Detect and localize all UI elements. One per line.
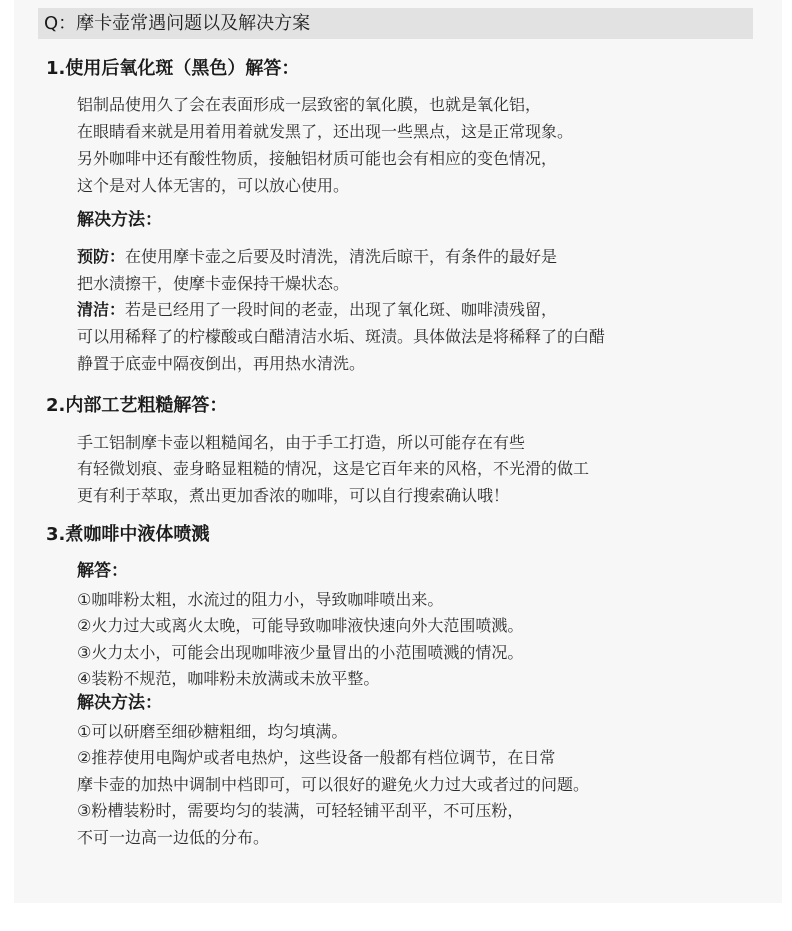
clean-line: 可以用稀释了的柠檬酸或白醋清洁水垢、斑渍。具体做法是将稀释了的白醋: [77, 327, 606, 346]
method-item: ②推荐使用电陶炉或者电热炉，这些设备一般都有档位调节，在日常: [77, 748, 556, 767]
prevent-line: 把水渍擦干，使摩卡壶保持干燥状态。: [77, 274, 350, 293]
section-3-answer-heading: 解答：: [77, 561, 128, 581]
method-item: ③粉槽装粉时，需要均匀的装满，可轻轻铺平刮平，不可压粉，: [77, 801, 524, 820]
section-2-line: 手工铝制摩卡壶以粗糙闻名，由于手工打造，所以可能存在有些: [77, 433, 526, 452]
section-3-method-heading: 解决方法：: [77, 693, 162, 713]
method-item: ①可以研磨至细砂糖粗细，均匀填满。: [77, 722, 348, 741]
method-item: 摩卡壶的加热中调制中档即可，可以很好的避免火力过大或者过的问题。: [77, 775, 590, 794]
answer-item: ③火力太小，可能会出现咖啡液少量冒出的小范围喷溅的情况。: [77, 643, 524, 662]
clean-label: 清洁：: [77, 300, 126, 319]
section-1-line: 铝制品使用久了会在表面形成一层致密的氧化膜，也就是氧化铝，: [77, 95, 542, 114]
section-1-method-heading: 解决方法：: [77, 210, 162, 230]
section-2-line: 有轻微划痕、壶身略显粗糙的情况，这是它百年来的风格，不光滑的做工: [77, 459, 590, 478]
answer-item: ①咖啡粉太粗，水流过的阻力小，导致咖啡喷出来。: [77, 590, 444, 609]
answer-item: ④装粉不规范，咖啡粉未放满或未放平整。: [77, 669, 380, 688]
clean-line: [77, 299, 557, 321]
section-3-heading: 3.煮咖啡中液体喷溅: [46, 524, 210, 545]
method-item: 不可一边高一边低的分布。: [77, 828, 270, 847]
section-2-line: 更有利于萃取，煮出更加香浓的咖啡，可以自行搜索确认哦！: [77, 486, 510, 505]
prevent-label: 预防：: [77, 247, 126, 266]
section-1-line: 在眼睛看来就是用着用着就发黑了，还出现一些黑点，这是正常现象。: [77, 122, 574, 141]
page-title: Q：摩卡壶常遇问题以及解决方案: [44, 13, 311, 34]
section-2-heading: 2.内部工艺粗糙解答：: [46, 395, 228, 416]
clean-line: 静置于底壶中隔夜倒出，再用热水清洗。: [77, 354, 366, 373]
section-1-line: 另外咖啡中还有酸性物质，接触铝材质可能也会有相应的变色情况，: [77, 149, 558, 168]
section-1-heading: 1.使用后氧化斑（黑色）解答：: [46, 58, 300, 79]
prevent-line: [77, 246, 557, 268]
prevent-text: 在使用摩卡壶之后要及时清洗，清洗后晾干，有条件的最好是: [125, 247, 558, 266]
clean-text: 若是已经用了一段时间的老壶，出现了氧化斑、咖啡渍残留，: [125, 300, 558, 319]
section-1-line: 这个是对人体无害的，可以放心使用。: [77, 176, 350, 195]
answer-item: ②火力过大或离火太晚，可能导致咖啡液快速向外大范围喷溅。: [77, 616, 524, 635]
